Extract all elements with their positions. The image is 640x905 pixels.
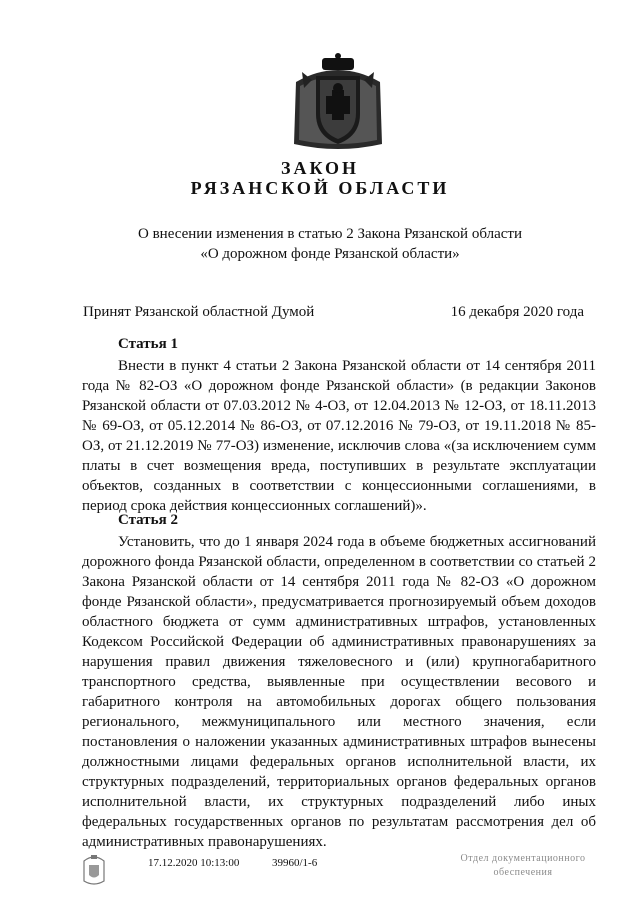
department-stamp	[438, 852, 608, 880]
article-1-text: Внести в пункт 4 статьи 2 Закона Рязанской области от 14 сентября 2011 года № 82-ОЗ «О дорожном фонде Рязанской области» (в редакции Законов Рязанской области от 07.03.2012 № 4-ОЗ, от 12.04.2013 № 12-ОЗ, от 18.11.2013 № 69-ОЗ, от 05.12.2014 № 86-ОЗ, от 07.12.2016 № 79-ОЗ, от 19.11.2018 № 85-ОЗ, от 21.12.2019 № 77-ОЗ) изменение, исключив слова «(за исключением сумм платы в счет возмещения вреда, поступивших в результате эксплуатации объектов, созданных в соответствии с концессионными соглашениями, в период срока действия концессионных соглашений)».	[82, 358, 596, 514]
law-subtitle-line2: «О дорожном фонде Рязанской области»	[200, 246, 460, 262]
registration-timestamp: 17.12.2020 10:13:00	[148, 857, 240, 869]
department-line1: Отдел документационного	[460, 853, 586, 864]
law-title-line2: РЯЗАНСКОЙ ОБЛАСТИ	[190, 178, 450, 198]
article-2-heading: Статья 2	[118, 512, 178, 528]
adoption-date: 16 декабря 2020 года	[450, 304, 584, 320]
article-2-text: Установить, что до 1 января 2024 года в объеме бюджетных ассигнований дорожного фонда Рязанской области, определенном в соответствии со статьей 2 Закона Рязанской области от 14 сентября 2011 года № 82-ОЗ «О дорожном фонде Рязанской области», предусматривается прогнозируемый объем доходов областного бюджета от сумм административных штрафов, установленных Кодексом Российской Федерации об административных правонарушениях за нарушения правил движения тяжеловесного и (или) крупногабаритного транспортного средства, выявленные при осуществлении весового и габаритного контроля на автомобильных дорогах общего пользования регионального, межмуниципального или местного значения, если постановления о наложении указанных административных штрафов вынесены должностными лицами федеральных органов исполнительной власти, их структурных подразделений, территориальных органов федеральных органов исполнительной власти, их структурных подразделений либо иных федеральных государственных органов по результатам рассмотрения дел об административных правонарушениях.	[82, 534, 596, 850]
stamp-icon	[80, 853, 108, 887]
department-line2: обеспечения	[493, 867, 553, 878]
adopted-by: Принят Рязанской областной Думой	[83, 304, 315, 320]
law-subtitle-line1: О внесении изменения в статью 2 Закона Рязанской области	[138, 226, 522, 242]
law-title-line1: ЗАКОН	[280, 158, 360, 178]
coat-of-arms-icon	[286, 52, 390, 156]
document-code: 39960/1-6	[272, 857, 318, 869]
article-1-heading: Статья 1	[118, 336, 178, 352]
